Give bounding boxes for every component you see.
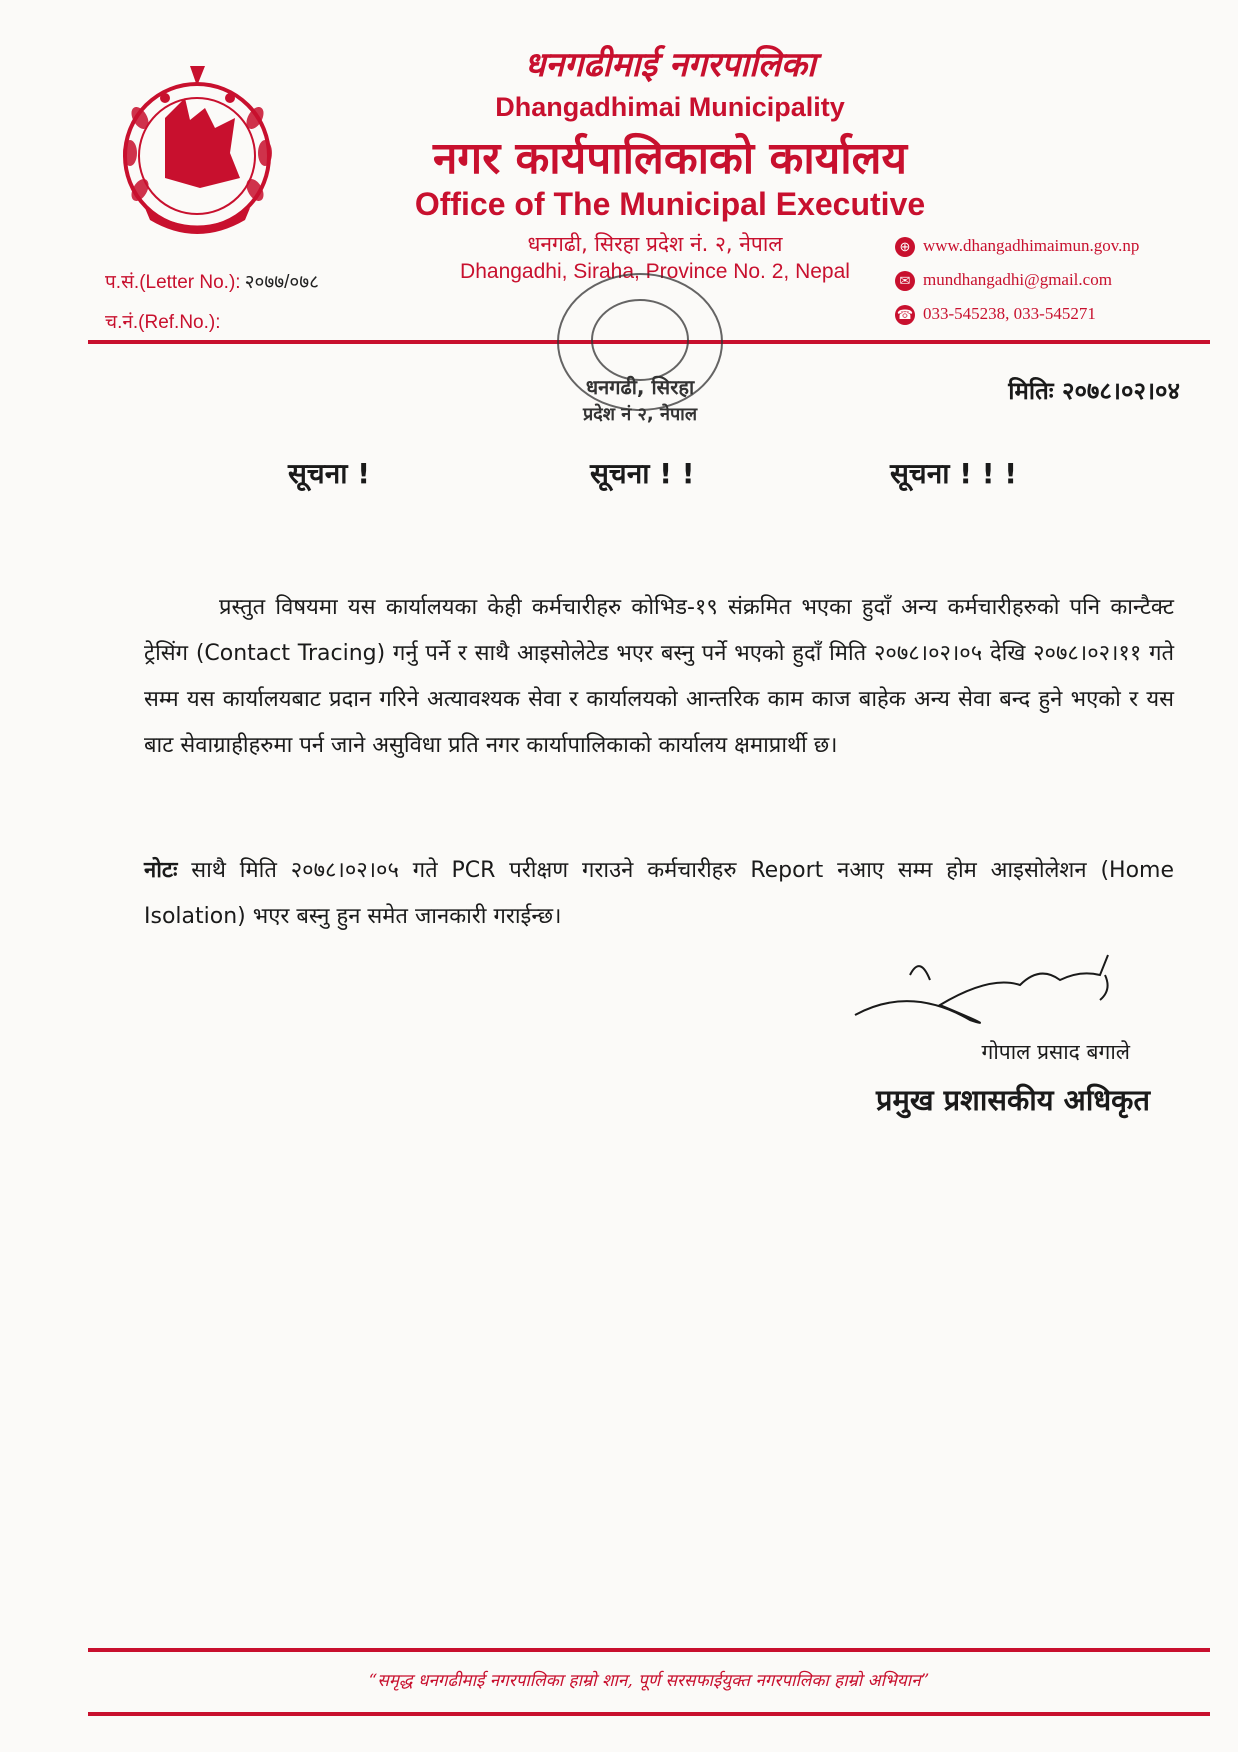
notice-heading-3: सूचना ! ! ! (890, 457, 1018, 490)
note-text: साथै मिति २०७८।०२।०५ गते PCR परीक्षण गराउने कर्मचारीहरु Report नआए सम्म होम आइसोलेशन (Home Isolation) भएर बस्नु हुन समेत जानकारी गराईन्छ। (144, 858, 1174, 929)
globe-icon: ⊕ (895, 237, 915, 257)
stamp-line-1: धनगढी, सिरहा (585, 375, 695, 399)
footer-slogan: “समृद्ध धनगढीमाई नगरपालिका हाम्रो शान, पूर्ण सरसफाईयुक्त नगरपालिका हाम्रो अभियान” (368, 1671, 930, 1691)
notice-heading-1: सूचना ! (288, 457, 371, 490)
notice-heading-2: सूचना ! ! (590, 457, 695, 490)
note-label: नोटः (144, 858, 178, 883)
ref-number-label: च.नं.(Ref.No.): (105, 312, 221, 333)
letter-number-label: प.सं.(Letter No.): (105, 272, 241, 293)
signatory-name: गोपाल प्रसाद बगाले (981, 1040, 1130, 1064)
signature (850, 945, 1130, 1035)
note-paragraph (144, 848, 1174, 940)
footer-divider-bottom (88, 1712, 1210, 1716)
signatory-title: प्रमुख प्रशासकीय अधिकृत (875, 1083, 1150, 1117)
phone-line (895, 304, 1096, 325)
website-line (895, 236, 1139, 257)
footer-divider-top (88, 1648, 1210, 1652)
email-text[interactable]: mundhangadhi@gmail.com (923, 270, 1112, 289)
email-line (895, 270, 1112, 291)
body-paragraph: प्रस्तुत विषयमा यस कार्यालयका केही कर्मचारीहरु कोभिड-१९ संक्रमित भएका हुदाँ अन्य कर्मचारीहरुको पनि कान्टैक्ट ट्रेसिंग (Contact Tracing) गर्नु पर्ने र साथै आइसोलेटेड भएर बस्नु पर्ने भएको हुदाँ मिति २०७८।०२।०५ देखि २०७८।०२।११ गते सम्म यस कार्यालयबाट प्रदान गरिने अत्यावश्यक सेवा र कार्यालयको आन्तरिक काम काज बाहेक अन्य सेवा बन्द हुने भएको र यस बाट सेवाग्राहीहरुमा पर्न जाने असुविधा प्रति नगर कार्यापालिकाको कार्यालय क्षमाप्रार्थी छ। (144, 595, 1174, 758)
municipality-name-english: Dhangadhimai Municipality (495, 92, 845, 122)
letter-number-value: २०७७/०७८ (244, 272, 320, 293)
municipality-name-nepali: धनगढीमाई नगरपालिका (524, 45, 816, 85)
address-english: Dhangadhi, Siraha, Province No. 2, Nepal (460, 260, 850, 283)
office-name-nepali: नगर कार्यपालिकाको कार्यालय (433, 133, 907, 184)
office-name-english: Office of The Municipal Executive (414, 186, 926, 222)
website-text[interactable]: www.dhangadhimaimun.gov.np (923, 236, 1140, 255)
phone-text: 033-545238, 033-545271 (923, 304, 1096, 323)
address-nepali: धनगढी, सिरहा प्रदेश नं. २, नेपाल (527, 232, 783, 256)
office-stamp (540, 262, 740, 432)
stamp-line-2: प्रदेश नं २, नेपाल (582, 404, 698, 425)
mail-icon: ✉ (895, 271, 915, 291)
letter-number (105, 268, 319, 294)
letter-date: मितिः २०७८।०२।०४ (1008, 377, 1180, 405)
phone-icon: ☎ (895, 305, 915, 325)
nepal-emblem-icon (105, 58, 290, 243)
